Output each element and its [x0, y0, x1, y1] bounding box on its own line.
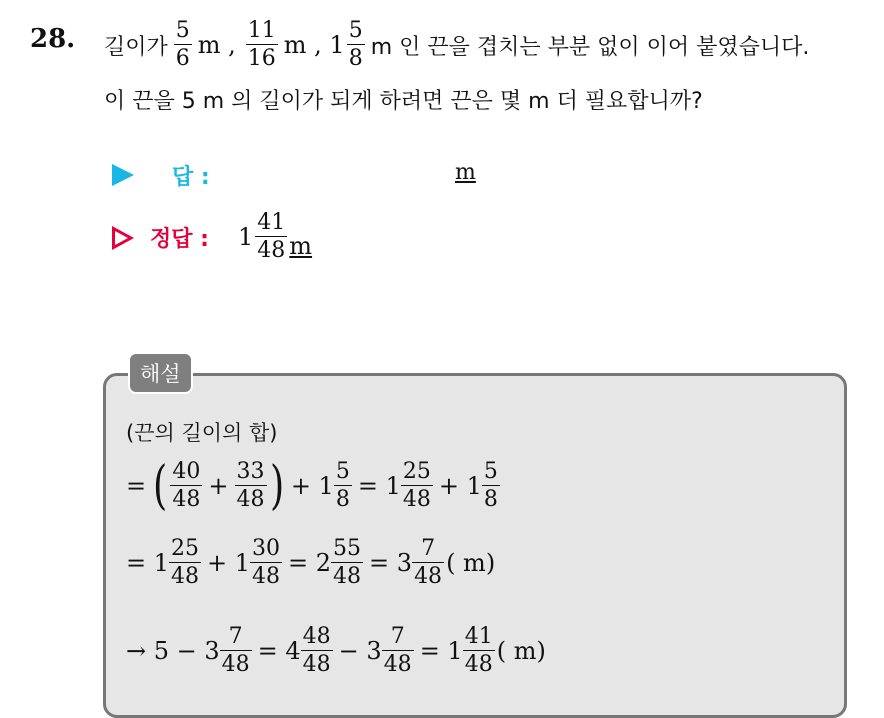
- correct-marker-icon: [112, 226, 134, 250]
- fraction: $\frac{25}{48}$: [402, 459, 431, 512]
- fraction: $\frac{7}{48}$: [221, 624, 250, 677]
- fraction: $\frac{25}{48}$: [171, 536, 200, 589]
- fraction: $\frac{41}{48}$: [464, 624, 493, 677]
- answer-marker-icon: [112, 164, 134, 186]
- fraction: $\frac{7}{48}$: [383, 624, 412, 677]
- explanation-line-2: = 1 $\frac{25}{48}$ + 1 $\frac{30}{48}$ = 2 $\frac{55}{48}$ = 3 $\frac{7}{48}$ ( m): [126, 536, 496, 589]
- fraction: $\frac{7}{48}$: [414, 536, 443, 589]
- fraction: $\frac{48}{48}$: [302, 624, 331, 677]
- fraction: $\frac{41}{48}$: [257, 210, 286, 263]
- fraction: $\frac{40}{48}$: [172, 459, 201, 512]
- question-text: 길이가: [104, 34, 168, 60]
- explanation-line-1: = ( $\frac{40}{48}$ + $\frac{33}{48}$ ) + 1 $\frac{5}{8}$ = 1 $\frac{25}{48}$ + 1 $\frac{5}{8}$: [126, 456, 498, 516]
- right-paren: ): [269, 456, 284, 516]
- question-line-1: [104, 14, 809, 76]
- explanation-line-3: → 5 − 3 $\frac{7}{48}$ = 4 $\frac{48}{48}$ − 3 $\frac{7}{48}$ = 1 $\frac{41}{48}$ ( m): [126, 624, 546, 677]
- unit-text: m ,: [197, 31, 236, 59]
- fraction: $\frac{5}{8}$: [348, 18, 363, 71]
- correct-value: 1 $\frac{41}{48}$ m: [238, 210, 313, 263]
- answer-unit: m: [455, 160, 476, 185]
- question-line-2: 이 끈을 5 m 의 길이가 되게 하려면 끈은 몇 m 더 필요합니까?: [104, 89, 703, 114]
- fraction: $\frac{33}{48}$: [236, 459, 265, 512]
- correct-label: 정답 :: [150, 227, 209, 252]
- answer-label: 답 :: [172, 165, 210, 190]
- question-number: 28.: [30, 24, 76, 54]
- fraction: $\frac{11}{16}$: [247, 18, 276, 71]
- explanation-tag: 해설: [128, 352, 193, 394]
- fraction: $\frac{30}{48}$: [252, 536, 281, 589]
- left-paren: (: [153, 456, 168, 516]
- fraction: $\frac{5}{6}$: [175, 18, 190, 71]
- fraction: $\frac{5}{8}$: [335, 459, 350, 512]
- unit-text: m , 1: [283, 31, 345, 59]
- explanation-line-0: (끈의 길이의 합): [126, 421, 278, 445]
- fraction: $\frac{5}{8}$: [483, 459, 498, 512]
- fraction: $\frac{55}{48}$: [333, 536, 362, 589]
- question-text: m 인 끈을 겹치는 부분 없이 이어 붙였습니다.: [370, 34, 810, 60]
